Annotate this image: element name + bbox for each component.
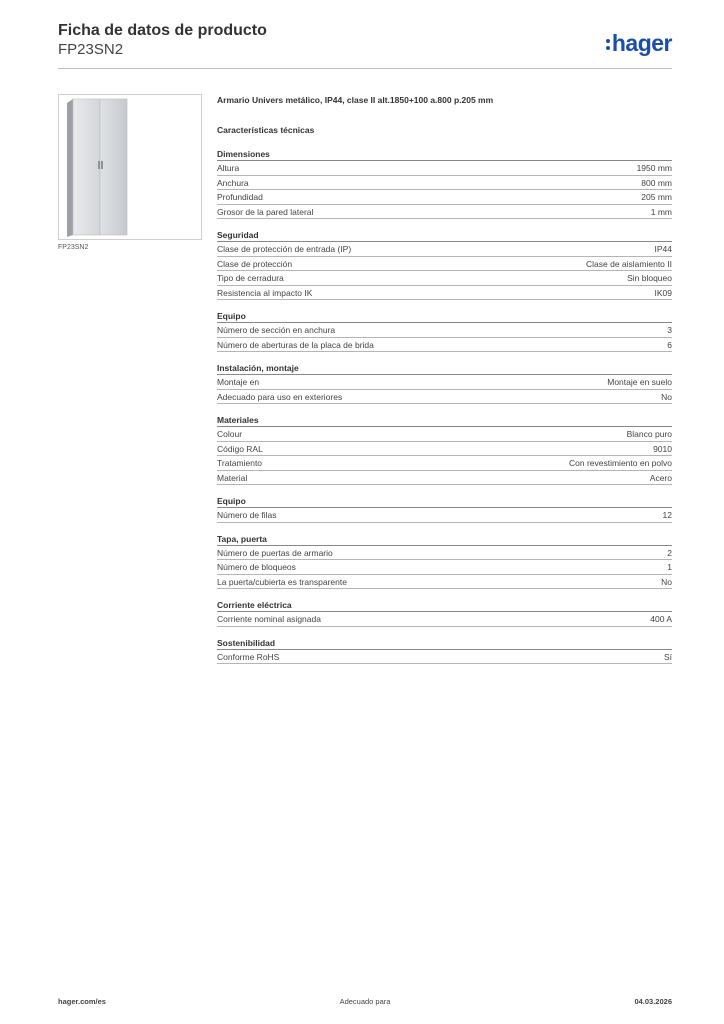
page-title: Ficha de datos de producto [58, 22, 267, 39]
spec-row [217, 471, 672, 486]
spec-label: Clase de protección de entrada (IP) [217, 244, 352, 254]
spec-value: Acero [649, 472, 672, 483]
spec-row [217, 546, 672, 561]
spec-label: Resistencia al impacto IK [217, 287, 313, 298]
spec-label: Material [217, 472, 248, 483]
spec-label: Código RAL [217, 443, 263, 454]
spec-row [217, 338, 672, 353]
spec-value: 205 mm [641, 192, 672, 202]
section-title: Equipo [217, 495, 672, 508]
spec-row [217, 560, 672, 575]
spec-row [217, 286, 672, 301]
spec-value: 1 [667, 562, 672, 572]
spec-row [217, 257, 672, 272]
spec-label: Número de filas [217, 510, 277, 520]
spec-section [217, 310, 672, 352]
spec-label: Tratamiento [217, 458, 263, 468]
logo-text: hager [611, 30, 672, 56]
spec-label: Número de aberturas de la placa de brida [217, 339, 374, 350]
spec-value: Montaje en suelo [607, 377, 672, 387]
spec-label: Montaje en [217, 377, 260, 387]
spec-section [217, 414, 672, 485]
spec-label: Grosor de la pared lateral [217, 206, 314, 217]
spec-section [217, 148, 672, 219]
spec-value: 1950 mm [636, 163, 672, 173]
spec-value: 400 A [650, 614, 672, 624]
spec-section [217, 495, 672, 523]
section-title: Corriente eléctrica [217, 599, 672, 612]
spec-value: Sí [663, 651, 672, 662]
spec-row [217, 427, 672, 442]
hager-logo [606, 30, 672, 57]
spec-label: Clase de protección [217, 258, 293, 269]
section-title: Materiales [217, 414, 672, 427]
product-details [217, 95, 672, 674]
product-description: Armario Univers metálico, IP44, clase II alt.1850+100 a.800 p.205 mm [217, 95, 494, 105]
section-title: Equipo [217, 310, 672, 323]
spec-value: Con revestimiento en polvo [568, 458, 672, 468]
spec-value: 6 [667, 339, 672, 350]
logo-dots-icon [606, 36, 610, 53]
spec-section [217, 599, 672, 627]
product-code: FP23SN2 [58, 41, 124, 58]
section-title: Seguridad [217, 229, 672, 242]
spec-label: Colour [217, 429, 243, 439]
spec-value: 12 [662, 510, 672, 520]
cabinet-illustration [59, 95, 201, 239]
spec-section [217, 362, 672, 404]
spec-value: 3 [667, 325, 672, 335]
spec-value: No [661, 576, 672, 587]
spec-label: Número de bloqueos [217, 562, 296, 572]
footer-date: 04.03.2026 [634, 997, 672, 1006]
spec-value: 2 [667, 547, 672, 558]
spec-label: Conforme RoHS [217, 651, 280, 662]
spec-row [217, 242, 672, 257]
spec-value: Clase de aislamiento II [586, 258, 672, 269]
footer-website-link[interactable]: hager.com/es [58, 997, 106, 1006]
spec-row [217, 612, 672, 627]
spec-row [217, 390, 672, 405]
spec-row [217, 161, 672, 176]
spec-value: 800 mm [641, 177, 672, 188]
spec-label: La puerta/cubierta es transparente [217, 576, 347, 587]
spec-row [217, 442, 672, 457]
spec-row [217, 205, 672, 220]
footer-center-text: Adecuado para [339, 997, 391, 1006]
spec-value: Blanco puro [626, 429, 672, 439]
spec-value: Sin bloqueo [627, 273, 672, 283]
spec-label: Corriente nominal asignada [217, 614, 321, 624]
tech-characteristics-title: Características técnicas [217, 125, 315, 135]
spec-label: Altura [217, 163, 240, 173]
spec-value: 1 mm [650, 206, 672, 217]
spec-value: No [661, 391, 672, 402]
spec-label: Anchura [217, 177, 249, 188]
spec-label: Adecuado para uso en exteriores [217, 391, 343, 402]
spec-section [217, 229, 672, 300]
spec-row [217, 375, 672, 390]
spec-section [217, 533, 672, 590]
spec-row [217, 575, 672, 590]
spec-row [217, 323, 672, 338]
section-title: Tapa, puerta [217, 533, 672, 546]
spec-label: Número de puertas de armario [217, 547, 333, 558]
spec-row [217, 190, 672, 205]
spec-label: Profundidad [217, 192, 263, 202]
spec-row [217, 650, 672, 665]
page-header [58, 22, 672, 69]
spec-value: IK09 [654, 287, 672, 298]
spec-row [217, 508, 672, 523]
spec-sections [217, 148, 672, 664]
spec-section [217, 637, 672, 665]
product-image [58, 94, 202, 240]
spec-label: Número de sección en anchura [217, 325, 336, 335]
spec-row [217, 176, 672, 191]
spec-value: IP44 [654, 244, 672, 254]
spec-label: Tipo de cerradura [217, 273, 284, 283]
image-caption: FP23SN2 [58, 244, 89, 251]
section-title: Sostenibilidad [217, 637, 672, 650]
section-title: Instalación, montaje [217, 362, 672, 375]
spec-value: 9010 [653, 443, 672, 454]
spec-row [217, 271, 672, 286]
spec-row [217, 456, 672, 471]
section-title: Dimensiones [217, 148, 672, 161]
